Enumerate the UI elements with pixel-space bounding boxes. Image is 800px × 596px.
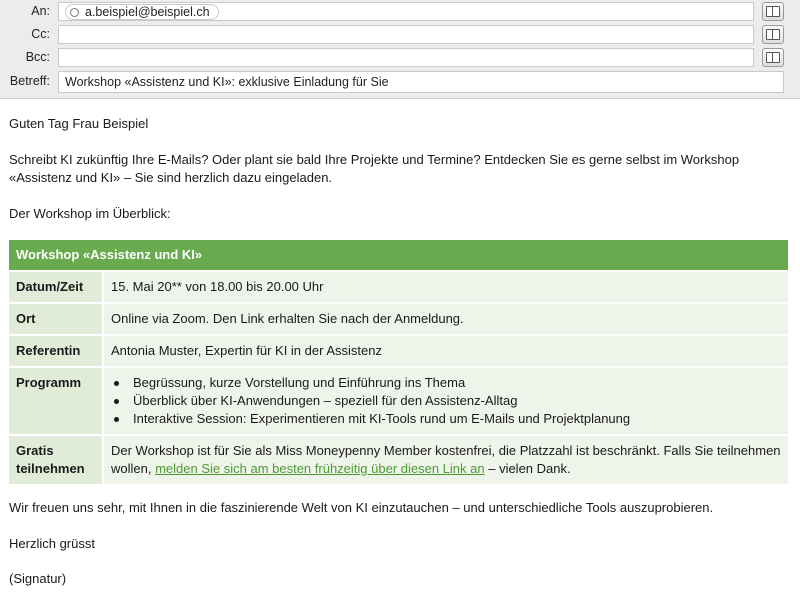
greeting: Guten Tag Frau Beispiel [9,116,149,131]
intro-paragraph: Schreibt KI zukünftig Ihre E-Mails? Oder plant sie bald Ihre Projekte und Termine? Entdecken Sie es gerne selbst im Workshop «Assistenz und KI» – Sie sind herzlich dazu eingeladen. [9,152,740,185]
circle-icon [70,8,79,17]
bcc-label: Bcc: [25,50,50,64]
row-value-location: Online via Zoom. Den Link erhalten Sie nach der Anmeldung. [104,304,788,336]
overview-heading: Der Workshop im Überblick: [9,206,171,221]
row-label-location: Ort [9,304,104,336]
mail-header [0,0,800,99]
table-row [9,436,788,486]
row-label-program: Programm [9,368,104,436]
row-label-speaker: Referentin [9,336,104,368]
free-text-before: Der Workshop ist für Sie als Miss Moneypenny Member kostenfrei, die Platzzahl ist beschränkt. Falls Sie teilnehmen wollen, [111,443,781,476]
free-text-after: – vielen Dank. [484,461,571,476]
subject-field[interactable]: Workshop «Assistenz und KI»: exklusive Einladung für Sie [58,71,784,93]
to-label: An: [31,4,50,18]
registration-link[interactable]: melden Sie sich am besten frühzeitig über diesen Link an [155,461,485,476]
recipient-chip[interactable] [65,4,219,20]
cc-label: Cc: [31,27,50,41]
row-value-program [104,368,788,436]
row-value-free [104,436,788,486]
bcc-field[interactable] [58,48,754,67]
row-label-date: Datum/Zeit [9,272,104,304]
program-list [111,374,781,428]
program-item: Interaktive Session: Experimentieren mit KI-Tools rund um E-Mails und Projektplanung [111,410,781,428]
address-book-icon[interactable] [762,25,784,44]
workshop-table [9,240,788,486]
program-item: Begrüssung, kurze Vorstellung und Einführung ins Thema [111,374,781,392]
table-row [9,272,788,304]
table-row [9,336,788,368]
table-title: Workshop «Assistenz und KI» [9,240,788,272]
program-item: Überblick über KI-Anwendungen – speziell für den Assistenz-Alltag [111,392,781,410]
row-label-free: Gratis teilnehmen [9,436,104,486]
recipient-address: a.beispiel@beispiel.ch [85,5,210,19]
signature: (Signatur) [9,571,67,586]
to-row [0,2,800,22]
bcc-row [0,48,800,68]
closing-paragraph: Wir freuen uns sehr, mit Ihnen in die faszinierende Welt von KI einzutauchen – und unterschiedliche Tools auszuprobieren. [9,500,714,515]
cc-field[interactable] [58,25,754,44]
cc-row [0,25,800,45]
row-value-date: 15. Mai 20** von 18.00 bis 20.00 Uhr [104,272,788,304]
subject-label: Betreff: [9,74,50,88]
table-row [9,304,788,336]
subject-row [0,71,800,91]
address-book-icon[interactable] [762,48,784,67]
address-book-icon[interactable] [762,2,784,21]
regards: Herzlich grüsst [9,536,95,551]
table-row [9,368,788,436]
row-value-speaker: Antonia Muster, Expertin für KI in der Assistenz [104,336,788,368]
to-field[interactable] [58,2,754,21]
